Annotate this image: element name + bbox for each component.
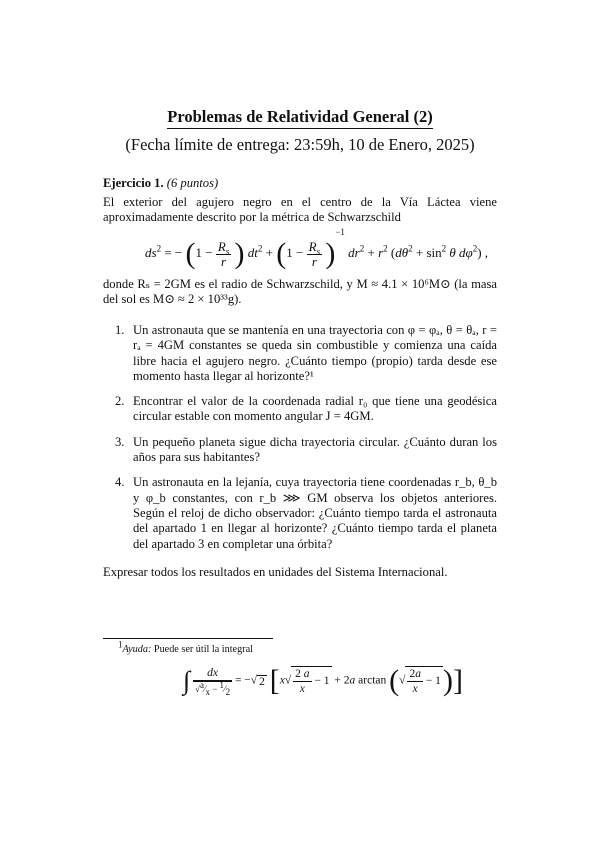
footnote: [118, 639, 497, 656]
footnote-divider: [103, 638, 273, 639]
integral-equation: ∫ $\frac{dx}{√^a⁄_x - ^1⁄_2}$ = −√ 2 [x√ $\frac{2 a}{x}$ − 1 + 2a arctan (√ $\frac{2a}{x}$ − 1)]: [183, 664, 463, 697]
metric-equation: $ds^2$ = − (1 − $\frac{R_s}{r}$ ) $dt^2 + (1$ − $\frac{R_s}{r}$ )$^{-1}$ $dr^2 + r^2$ ($d\theta^2 + \sin^2 \theta$ $d\varphi^2$) ,: [145, 227, 489, 271]
list-item: [103, 394, 497, 425]
item-text: Un astronauta en la lejanía, cuya trayectoria tiene coordenadas r_b, θ_b y φ_b constantes, con r_b ⋙ GM observa los objetos anteriores. Según el reloj de dicho observador: ¿Cuánto tiempo tarda el astronauta del apartado 1 en llegar al horizonte? ¿Cuánto tiempo tarda el planeta del apartado 3 en completar una órbita?: [133, 475, 497, 551]
item-number: 2.: [115, 394, 125, 409]
item-text: Un pequeño planeta sigue dicha trayectoria circular. ¿Cuánto duran los años para sus habitantes?: [133, 434, 497, 465]
item-number: 4.: [115, 475, 125, 490]
closing-instruction: Expresar todos los resultados en unidades del Sistema Internacional.: [103, 565, 448, 579]
exercise-label: Ejercicio 1.: [103, 176, 164, 190]
footnote-label: Ayuda:: [122, 644, 152, 655]
metric-explanation: donde Rₛ = 2GM es el radio de Schwarzschild, y M ≈ 4.1 × 10⁶M⊙ (la masa del sol es M⊙ ≈ 2 × 10³³g).: [103, 277, 497, 307]
item-number: 3.: [115, 434, 125, 449]
item-text: Un astronauta que se mantenía en una trayectoria con φ = φₐ, θ = θₐ, r = rₐ = 4GM constantes se queda sin combustible y comienza una caída libre hacia el agujero negro. ¿Cuánto tiempo (propio) tarda desde ese momento hasta llegar al horizonte?¹: [133, 323, 497, 383]
question-list: [103, 323, 497, 562]
footnote-marker: 1: [118, 639, 123, 650]
list-item: [103, 323, 497, 384]
list-item: [103, 475, 497, 551]
exercise-points: (6 puntos): [166, 176, 219, 190]
exercise-intro: El exterior del agujero negro en el centro de la Vía Láctea viene aproximadamente descrito por la métrica de Schwarzschild: [103, 195, 497, 225]
title-block: [0, 107, 600, 155]
list-item: [103, 435, 497, 466]
exercise-heading: [103, 176, 497, 191]
item-text: Encontrar el valor de la coordenada radial r₀ que tiene una geodésica circular estable con momento angular J = 4GM.: [133, 394, 497, 424]
page-title: Problemas de Relatividad General (2): [167, 107, 433, 129]
deadline-subtitle: (Fecha límite de entrega: 23:59h, 10 de Enero, 2025): [125, 135, 475, 154]
item-number: 1.: [115, 323, 125, 337]
footnote-text: Puede ser útil la integral: [153, 644, 253, 655]
